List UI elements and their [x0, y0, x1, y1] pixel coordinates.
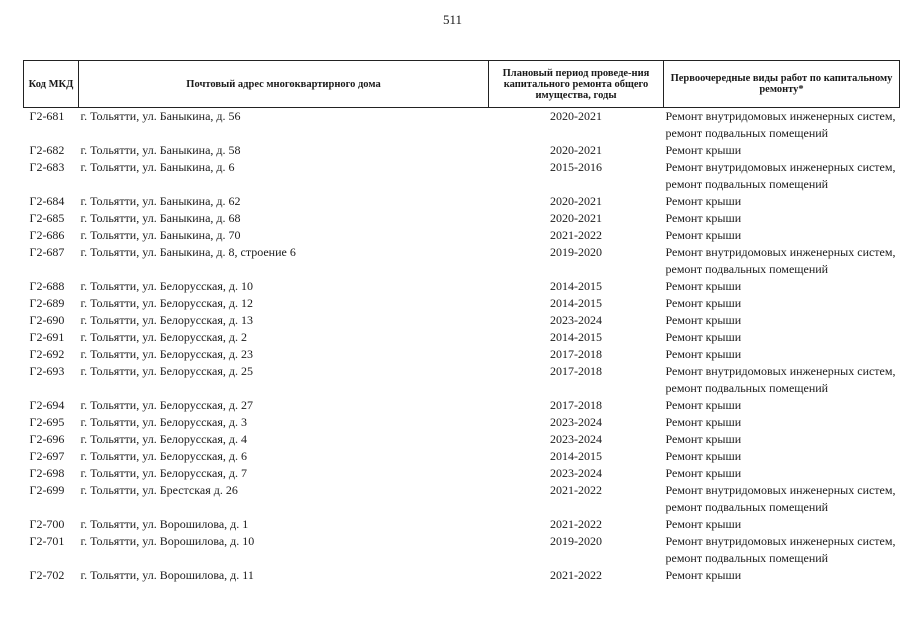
table-row	[24, 312, 900, 329]
table-row	[24, 329, 900, 346]
cell-works: Ремонт крыши	[665, 398, 742, 412]
cell-period: 2019-2020	[550, 534, 602, 548]
cell-code: Г2-701	[29, 534, 65, 548]
table-row	[24, 210, 900, 227]
cell-period: 2021-2022	[550, 517, 602, 531]
cell-code: Г2-691	[29, 330, 65, 344]
cell-code: Г2-697	[29, 449, 65, 463]
cell-works: Ремонт крыши	[665, 347, 742, 361]
cell-code: Г2-689	[29, 296, 65, 310]
cell-period: 2021-2022	[550, 483, 602, 497]
cell-period: 2017-2018	[550, 364, 602, 378]
table-row	[24, 448, 900, 465]
cell-period: 2019-2020	[550, 245, 602, 259]
cell-period: 2020-2021	[550, 211, 602, 225]
cell-code: Г2-698	[29, 466, 65, 480]
cell-address: г. Тольятти, ул. Белорусская, д. 7	[80, 466, 247, 480]
cell-works: Ремонт крыши	[665, 228, 742, 242]
cell-code: Г2-694	[29, 398, 65, 412]
table-row	[24, 295, 900, 312]
cell-address: г. Тольятти, ул. Белорусская, д. 6	[80, 449, 247, 463]
table-row	[24, 533, 900, 567]
cell-period: 2014-2015	[550, 330, 602, 344]
cell-code: Г2-693	[29, 364, 65, 378]
header-works: Первоочередные виды работ по капитальному ремонту*	[664, 61, 900, 108]
cell-code: Г2-684	[29, 194, 65, 208]
cell-period: 2021-2022	[550, 568, 602, 582]
cell-address: г. Тольятти, ул. Белорусская, д. 12	[80, 296, 253, 310]
table-row	[24, 159, 900, 193]
cell-works: Ремонт крыши	[665, 330, 742, 344]
cell-address: г. Тольятти, ул. Белорусская, д. 25	[80, 364, 253, 378]
table-body	[24, 108, 900, 585]
cell-works: Ремонт внутридомовых инженерных систем, ремонт подвальных помещений	[665, 364, 896, 395]
cell-address: г. Тольятти, ул. Баныкина, д. 70	[80, 228, 241, 242]
cell-address: г. Тольятти, ул. Баныкина, д. 8, строение 6	[80, 245, 296, 259]
cell-works: Ремонт крыши	[665, 194, 742, 208]
cell-period: 2023-2024	[550, 415, 602, 429]
header-address: Почтовый адрес многоквартирного дома	[79, 61, 489, 108]
cell-works: Ремонт крыши	[665, 313, 742, 327]
cell-works: Ремонт внутридомовых инженерных систем, ремонт подвальных помещений	[665, 483, 896, 514]
cell-address: г. Тольятти, ул. Белорусская, д. 13	[80, 313, 253, 327]
header-period: Плановый период проведе-ния капитального ремонта общего имущества, годы	[489, 61, 664, 108]
table-row	[24, 567, 900, 584]
table-row	[24, 431, 900, 448]
cell-works: Ремонт внутридомовых инженерных систем, ремонт подвальных помещений	[665, 160, 896, 191]
cell-works: Ремонт внутридомовых инженерных систем, ремонт подвальных помещений	[665, 534, 896, 565]
cell-period: 2023-2024	[550, 466, 602, 480]
cell-works: Ремонт крыши	[665, 466, 742, 480]
table-row	[24, 482, 900, 516]
cell-works: Ремонт внутридомовых инженерных систем, ремонт подвальных помещений	[665, 245, 896, 276]
table-row	[24, 363, 900, 397]
header-row	[24, 61, 900, 108]
cell-period: 2015-2016	[550, 160, 602, 174]
cell-code: Г2-690	[29, 313, 65, 327]
cell-address: г. Тольятти, ул. Баныкина, д. 68	[80, 211, 241, 225]
cell-address: г. Тольятти, ул. Белорусская, д. 2	[80, 330, 247, 344]
cell-code: Г2-688	[29, 279, 65, 293]
table-row	[24, 414, 900, 431]
cell-works: Ремонт крыши	[665, 517, 742, 531]
cell-code: Г2-682	[29, 143, 65, 157]
cell-period: 2021-2022	[550, 228, 602, 242]
table-row	[24, 244, 900, 278]
cell-code: Г2-681	[29, 109, 65, 123]
cell-address: г. Тольятти, ул. Ворошилова, д. 10	[80, 534, 255, 548]
cell-code: Г2-685	[29, 211, 65, 225]
table-header	[24, 61, 900, 108]
cell-code: Г2-702	[29, 568, 65, 582]
cell-works: Ремонт крыши	[665, 211, 742, 225]
cell-works: Ремонт крыши	[665, 432, 742, 446]
cell-period: 2020-2021	[550, 143, 602, 157]
table-row	[24, 278, 900, 295]
cell-period: 2014-2015	[550, 449, 602, 463]
cell-address: г. Тольятти, ул. Ворошилова, д. 11	[80, 568, 254, 582]
page-number: 511	[442, 12, 463, 27]
cell-works: Ремонт крыши	[665, 568, 742, 582]
cell-period: 2020-2021	[550, 194, 602, 208]
table-row	[24, 142, 900, 159]
cell-address: г. Тольятти, ул. Баныкина, д. 58	[80, 143, 241, 157]
cell-works: Ремонт внутридомовых инженерных систем, ремонт подвальных помещений	[665, 109, 896, 140]
cell-address: г. Тольятти, ул. Ворошилова, д. 1	[80, 517, 249, 531]
cell-code: Г2-687	[29, 245, 65, 259]
cell-period: 2014-2015	[550, 296, 602, 310]
cell-period: 2023-2024	[550, 313, 602, 327]
table-row	[24, 108, 900, 143]
cell-period: 2017-2018	[550, 347, 602, 361]
cell-period: 2023-2024	[550, 432, 602, 446]
cell-address: г. Тольятти, ул. Белорусская, д. 3	[80, 415, 247, 429]
cell-address: г. Тольятти, ул. Белорусская, д. 4	[80, 432, 247, 446]
cell-address: г. Тольятти, ул. Белорусская, д. 10	[80, 279, 253, 293]
cell-works: Ремонт крыши	[665, 296, 742, 310]
cell-period: 2014-2015	[550, 279, 602, 293]
cell-address: г. Тольятти, ул. Баныкина, д. 6	[80, 160, 235, 174]
cell-code: Г2-699	[29, 483, 65, 497]
registry-table	[23, 60, 900, 584]
table-row	[24, 193, 900, 210]
table-row	[24, 346, 900, 363]
cell-code: Г2-696	[29, 432, 65, 446]
header-code: Код МКД	[24, 61, 79, 108]
table-row	[24, 516, 900, 533]
cell-address: г. Тольятти, ул. Баныкина, д. 56	[80, 109, 241, 123]
cell-address: г. Тольятти, ул. Белорусская, д. 27	[80, 398, 253, 412]
cell-code: Г2-700	[29, 517, 65, 531]
cell-address: г. Тольятти, ул. Брестская д. 26	[80, 483, 238, 497]
cell-works: Ремонт крыши	[665, 449, 742, 463]
cell-works: Ремонт крыши	[665, 279, 742, 293]
cell-code: Г2-695	[29, 415, 65, 429]
cell-address: г. Тольятти, ул. Баныкина, д. 62	[80, 194, 241, 208]
table-row	[24, 465, 900, 482]
cell-works: Ремонт крыши	[665, 415, 742, 429]
cell-period: 2020-2021	[550, 109, 602, 123]
cell-code: Г2-692	[29, 347, 65, 361]
cell-period: 2017-2018	[550, 398, 602, 412]
cell-address: г. Тольятти, ул. Белорусская, д. 23	[80, 347, 253, 361]
cell-works: Ремонт крыши	[665, 143, 742, 157]
cell-code: Г2-686	[29, 228, 65, 242]
table-row	[24, 397, 900, 414]
table-row	[24, 227, 900, 244]
cell-code: Г2-683	[29, 160, 65, 174]
